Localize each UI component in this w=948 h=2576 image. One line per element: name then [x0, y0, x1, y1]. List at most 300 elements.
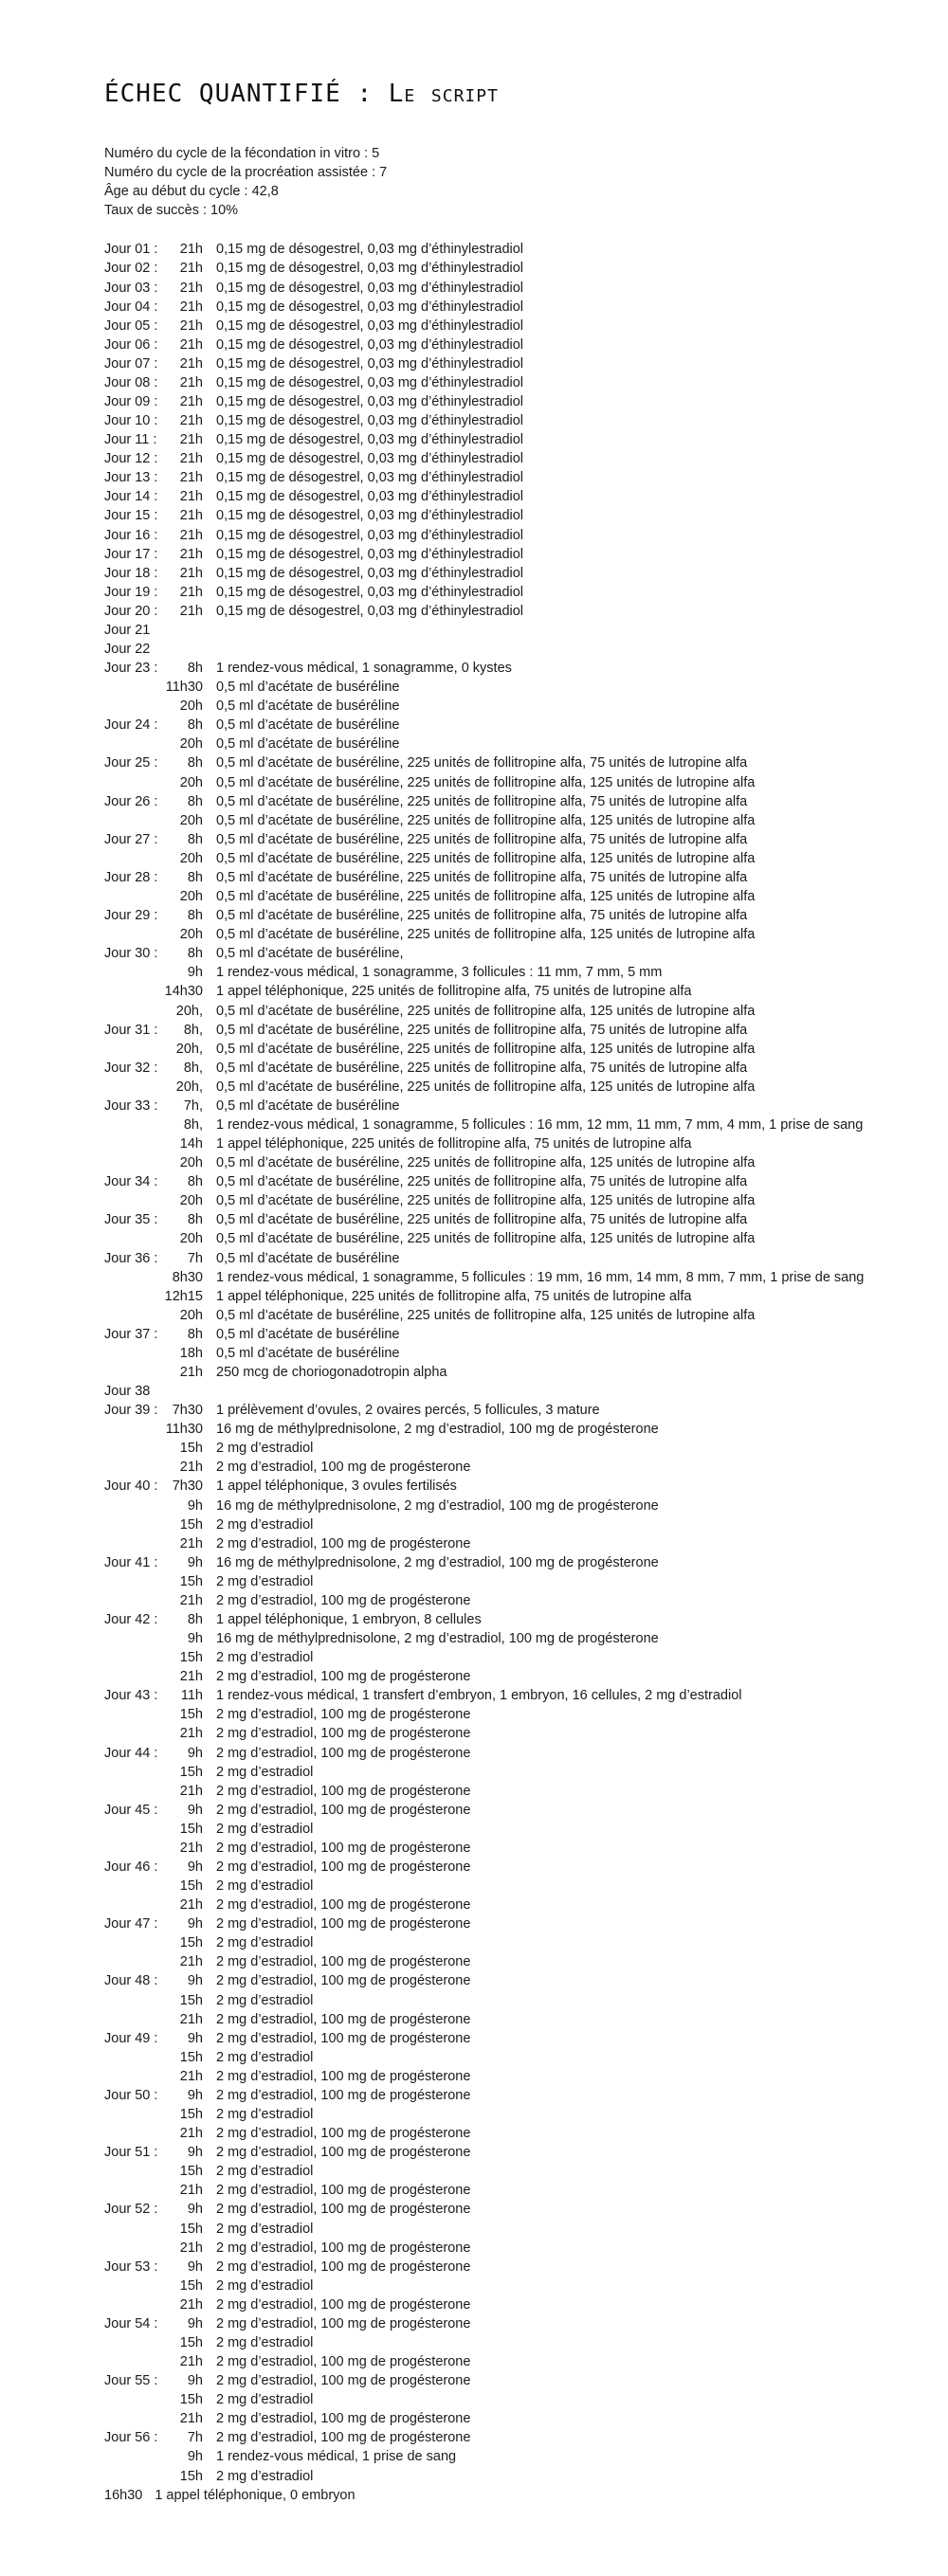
time-label: 15h — [179, 2049, 203, 2065]
schedule-line — [104, 2143, 920, 2162]
time-label: 7h30 — [172, 1403, 203, 1419]
time-label: 9h — [187, 2449, 203, 2465]
schedule-line — [104, 1686, 920, 1705]
schedule-line — [104, 2105, 920, 2124]
schedule-line — [104, 336, 920, 354]
schedule-line — [104, 1325, 920, 1344]
schedule-line — [104, 1021, 920, 1040]
activity-text: 0,5 ml d’acétate de buséréline, 225 unités de follitropine alfa, 125 unités de lutropine alfa — [216, 1003, 756, 1019]
schedule-line — [104, 1877, 920, 1896]
time-label: 15h — [179, 2392, 203, 2408]
activity-text: 0,15 mg de désogestrel, 0,03 mg d’éthinylestradiol — [216, 508, 524, 524]
time-label: 21h — [179, 355, 203, 372]
day-label: Jour 41 : — [104, 1554, 158, 1570]
activity-text: 2 mg d’estradiol, 100 mg de progésterone — [216, 1802, 471, 1818]
time-label: 21h — [179, 374, 203, 390]
schedule-line — [104, 2352, 920, 2371]
time-label: 21h — [179, 394, 203, 409]
schedule-line — [104, 868, 920, 887]
schedule-line — [104, 1363, 920, 1382]
activity-text: 2 mg d’estradiol, 100 mg de progésterone — [216, 2011, 471, 2027]
time-label: 8h — [187, 793, 203, 809]
activity-text: 0,5 ml d’acétate de buséréline — [216, 680, 400, 696]
activity-text: 2 mg d’estradiol, 100 mg de progésterone — [216, 1859, 471, 1876]
schedule-line — [104, 1382, 920, 1401]
schedule-line — [104, 2124, 920, 2143]
schedule-line — [104, 298, 920, 317]
time-label: 20h, — [175, 1003, 203, 1019]
time-label: 21h — [179, 2411, 203, 2427]
schedule-line — [104, 640, 920, 659]
day-label: Jour 23 : — [104, 661, 158, 677]
activity-text: 2 mg d’estradiol, 100 mg de progésterone — [216, 2145, 471, 2161]
day-label: Jour 20 : — [104, 603, 158, 619]
day-label: Jour 04 : — [104, 299, 158, 315]
activity-text: 2 mg d’estradiol, 100 mg de progésterone — [216, 1535, 471, 1551]
time-label: 21h — [179, 336, 203, 353]
day-label: Jour 37 : — [104, 1326, 158, 1342]
schedule-line — [104, 1801, 920, 1820]
day-label: Jour 33 : — [104, 1098, 158, 1114]
time-label: 15h — [179, 1935, 203, 1951]
day-label: Jour 38 — [104, 1384, 151, 1400]
activity-text: 0,15 mg de désogestrel, 0,03 mg d’éthinylestradiol — [216, 565, 524, 581]
activity-text: 0,15 mg de désogestrel, 0,03 mg d’éthinylestradiol — [216, 280, 524, 296]
activity-text: 2 mg d’estradiol — [216, 2049, 314, 2065]
time-label: 8h30 — [172, 1269, 203, 1285]
activity-text: 2 mg d’estradiol, 100 mg de progésterone — [216, 1897, 471, 1914]
schedule-line — [104, 887, 920, 906]
activity-text: 0,5 ml d’acétate de buséréline, 225 unités de follitropine alfa, 75 unités de lutropine alfa — [216, 793, 748, 809]
activity-text: 0,5 ml d’acétate de buséréline — [216, 1326, 400, 1342]
time-label: 8h, — [183, 1116, 203, 1133]
activity-text: 2 mg d’estradiol, 100 mg de progésterone — [216, 1592, 471, 1608]
schedule-line — [104, 1249, 920, 1268]
activity-text: 2 mg d’estradiol — [216, 1650, 314, 1666]
time-label: 15h — [179, 1441, 203, 1457]
schedule-line — [104, 317, 920, 336]
time-label: 15h — [179, 1707, 203, 1723]
schedule-line — [104, 373, 920, 392]
time-label: 8h — [187, 869, 203, 885]
time-label: 15h — [179, 1516, 203, 1533]
time-label: 20h — [179, 774, 203, 790]
activity-text: 2 mg d’estradiol, 100 mg de progésterone — [216, 2068, 471, 2084]
activity-text: 0,15 mg de désogestrel, 0,03 mg d’éthinylestradiol — [216, 242, 524, 258]
activity-text: 1 appel téléphonique, 225 unités de follitropine alfa, 75 unités de lutropine alfa — [216, 1136, 692, 1152]
schedule-line — [104, 2447, 920, 2466]
day-label: Jour 48 : — [104, 1973, 158, 1989]
activity-text: 2 mg d’estradiol — [216, 2334, 314, 2350]
schedule-line — [104, 2181, 920, 2200]
day-label: Jour 21 — [104, 622, 151, 638]
activity-text: 0,5 ml d’acétate de buséréline, 225 unités de follitropine alfa, 125 unités de lutropine alfa — [216, 774, 756, 790]
schedule-line — [104, 1116, 920, 1134]
day-label: Jour 22 — [104, 642, 151, 658]
schedule-line — [104, 1153, 920, 1172]
schedule-line — [104, 1420, 920, 1439]
activity-text: 2 mg d’estradiol, 100 mg de progésterone — [216, 1954, 471, 1970]
activity-text: 0,15 mg de désogestrel, 0,03 mg d’éthinylestradiol — [216, 317, 524, 334]
day-label: Jour 54 : — [104, 2315, 158, 2331]
day-label: Jour 49 : — [104, 2030, 158, 2046]
time-label: 21h — [179, 489, 203, 505]
schedule-line — [104, 392, 920, 411]
time-label: 11h30 — [165, 680, 203, 696]
time-label: 21h — [179, 1840, 203, 1856]
schedule-line — [104, 1724, 920, 1743]
time-label: 21h — [179, 1535, 203, 1551]
schedule-line — [104, 1172, 920, 1191]
activity-text: 2 mg d’estradiol, 100 mg de progésterone — [216, 2411, 471, 2427]
schedule-line — [104, 583, 920, 602]
activity-text: 0,5 ml d’acétate de buséréline, 225 unités de follitropine alfa, 125 unités de lutropine alfa — [216, 1231, 756, 1247]
activity-text: 2 mg d’estradiol, 100 mg de progésterone — [216, 1669, 471, 1685]
activity-text: 0,15 mg de désogestrel, 0,03 mg d’éthinylestradiol — [216, 299, 524, 315]
activity-text: 2 mg d’estradiol, 100 mg de progésterone — [216, 1783, 471, 1799]
activity-text: 2 mg d’estradiol — [216, 2392, 314, 2408]
day-label: Jour 18 : — [104, 565, 158, 581]
schedule-line — [104, 545, 920, 564]
activity-text: 2 mg d’estradiol, 100 mg de progésterone — [216, 1973, 471, 1989]
schedule-line — [104, 2277, 920, 2295]
time-label: 20h — [179, 1307, 203, 1323]
time-label: 8h — [187, 908, 203, 924]
activity-text: 0,5 ml d’acétate de buséréline — [216, 1345, 400, 1361]
time-label: 8h — [187, 1326, 203, 1342]
activity-text: 1 appel téléphonique, 3 ovules fertilisés — [216, 1478, 457, 1495]
day-label: Jour 40 : — [104, 1478, 158, 1495]
schedule-line — [104, 430, 920, 449]
schedule-line — [104, 1744, 920, 1763]
activity-text: 2 mg d’estradiol, 100 mg de progésterone — [216, 2430, 471, 2446]
schedule-line — [104, 1858, 920, 1877]
activity-text: 1 appel téléphonique, 1 embryon, 8 cellules — [216, 1612, 482, 1627]
activity-text: 0,5 ml d’acétate de buséréline — [216, 698, 400, 715]
day-label: Jour 05 : — [104, 317, 158, 334]
activity-text: 2 mg d’estradiol, 100 mg de progésterone — [216, 2030, 471, 2046]
schedule-line — [104, 773, 920, 792]
header-info — [104, 144, 920, 220]
activity-text: 1 appel téléphonique, 0 embryon — [155, 2487, 356, 2503]
day-label: Jour 51 : — [104, 2145, 158, 2161]
schedule-line — [104, 944, 920, 963]
schedule-line — [104, 1268, 920, 1287]
schedule-line — [104, 735, 920, 753]
activity-text: 2 mg d’estradiol — [216, 1821, 314, 1837]
activity-text: 1 rendez-vous médical, 1 transfert d’embryon, 1 embryon, 16 cellules, 2 mg d’estradiol — [216, 1688, 742, 1704]
schedule-line — [104, 2010, 920, 2029]
schedule-line — [104, 1553, 920, 1572]
schedule-line — [104, 2029, 920, 2048]
schedule-line — [104, 2239, 920, 2258]
day-label: Jour 56 : — [104, 2430, 158, 2446]
time-label: 20h — [179, 812, 203, 828]
time-label: 7h30 — [172, 1478, 203, 1495]
schedule-line — [104, 1191, 920, 1210]
schedule-line — [104, 1896, 920, 1914]
activity-text: 0,15 mg de désogestrel, 0,03 mg d’éthinylestradiol — [216, 584, 524, 600]
activity-text: 16 mg de méthylprednisolone, 2 mg d’estradiol, 100 mg de progésterone — [216, 1631, 659, 1647]
schedule-line — [104, 2295, 920, 2314]
time-label: 21h — [179, 2354, 203, 2370]
activity-text: 0,15 mg de désogestrel, 0,03 mg d’éthinylestradiol — [216, 546, 524, 562]
activity-text: 0,15 mg de désogestrel, 0,03 mg d’éthinylestradiol — [216, 261, 524, 277]
time-label: 7h — [187, 2430, 203, 2446]
time-label: 20h — [179, 1193, 203, 1209]
time-label: 21h — [179, 242, 203, 258]
time-label: 21h — [179, 2068, 203, 2084]
time-label: 8h — [187, 661, 203, 677]
day-label: Jour 29 : — [104, 908, 158, 924]
time-label: 9h — [187, 2030, 203, 2046]
schedule-line — [104, 354, 920, 373]
schedule-line — [104, 2086, 920, 2105]
schedule-line — [104, 564, 920, 583]
time-label: 15h — [179, 1573, 203, 1589]
day-label: Jour 09 : — [104, 394, 158, 409]
schedule-line — [104, 1078, 920, 1097]
time-label: 15h — [179, 2277, 203, 2294]
schedule-line — [104, 982, 920, 1001]
schedule-line — [104, 1002, 920, 1021]
schedule-line — [104, 1705, 920, 1724]
time-label: 9h — [187, 1554, 203, 1570]
time-label: 8h — [187, 717, 203, 734]
header-line: Numéro du cycle de la fécondation in vitro : 5 — [104, 146, 380, 161]
time-label: 21h — [179, 451, 203, 467]
schedule-line — [104, 1763, 920, 1782]
schedule-line — [104, 240, 920, 259]
day-label: Jour 31 : — [104, 1022, 158, 1038]
schedule-line — [104, 2048, 920, 2067]
day-label: Jour 47 : — [104, 1916, 158, 1932]
day-label: Jour 39 : — [104, 1403, 158, 1419]
day-label: Jour 01 : — [104, 242, 158, 258]
activity-text: 2 mg d’estradiol — [216, 1441, 314, 1457]
time-label: 21h — [179, 508, 203, 524]
schedule-line — [104, 1820, 920, 1839]
time-label: 9h — [187, 1497, 203, 1514]
time-label: 14h30 — [164, 984, 203, 1000]
schedule-line — [104, 1477, 920, 1496]
day-label: Jour 25 : — [104, 755, 158, 771]
activity-text: 0,5 ml d’acétate de buséréline, 225 unités de follitropine alfa, 75 unités de lutropine alfa — [216, 1022, 748, 1038]
time-label: 21h — [179, 2296, 203, 2313]
time-label: 9h — [187, 1745, 203, 1761]
time-label: 9h — [187, 1973, 203, 1989]
day-label: Jour 53 : — [104, 2259, 158, 2275]
schedule-line — [104, 1210, 920, 1229]
time-label: 18h — [179, 1345, 203, 1361]
header-line: Numéro du cycle de la procréation assistée : 7 — [104, 165, 388, 181]
time-label: 7h, — [183, 1098, 203, 1114]
activity-text: 2 mg d’estradiol, 100 mg de progésterone — [216, 1840, 471, 1856]
time-label: 9h — [187, 2145, 203, 2161]
day-label: Jour 19 : — [104, 584, 158, 600]
activity-text: 0,15 mg de désogestrel, 0,03 mg d’éthinylestradiol — [216, 603, 524, 619]
time-label: 20h — [179, 736, 203, 753]
time-label: 9h — [187, 1916, 203, 1932]
day-label: Jour 43 : — [104, 1688, 158, 1704]
schedule-line — [104, 1306, 920, 1325]
time-label: 15h — [179, 2468, 203, 2484]
time-label: 11h30 — [165, 1422, 203, 1438]
schedule-line — [104, 2467, 920, 2486]
activity-text: 0,15 mg de désogestrel, 0,03 mg d’éthinylestradiol — [216, 527, 524, 543]
day-label: Jour 14 : — [104, 489, 158, 505]
time-label: 11h — [180, 1688, 203, 1704]
activity-text: 2 mg d’estradiol, 100 mg de progésterone — [216, 2315, 471, 2331]
schedule-line — [104, 2486, 920, 2505]
schedule-line — [104, 1515, 920, 1534]
schedule-line — [104, 2200, 920, 2219]
schedule-line — [104, 716, 920, 735]
activity-text: 0,15 mg de désogestrel, 0,03 mg d’éthinylestradiol — [216, 470, 524, 486]
time-label: 21h — [179, 261, 203, 277]
time-label: 15h — [179, 1650, 203, 1666]
day-label: Jour 52 : — [104, 2202, 158, 2218]
day-label: Jour 36 : — [104, 1250, 158, 1266]
activity-text: 2 mg d’estradiol — [216, 2468, 314, 2484]
activity-text: 0,5 ml d’acétate de buséréline, 225 unités de follitropine alfa, 125 unités de lutropine alfa — [216, 927, 756, 943]
schedule-line — [104, 506, 920, 525]
activity-text: 2 mg d’estradiol, 100 mg de progésterone — [216, 2126, 471, 2142]
activity-text: 1 rendez-vous médical, 1 prise de sang — [216, 2449, 457, 2465]
schedule-line — [104, 2390, 920, 2409]
day-label: Jour 26 : — [104, 793, 158, 809]
activity-text: 0,5 ml d’acétate de buséréline, 225 unités de follitropine alfa, 125 unités de lutropine alfa — [216, 1307, 756, 1323]
activity-text: 1 rendez-vous médical, 1 sonagramme, 5 follicules : 19 mm, 16 mm, 14 mm, 8 mm, 7 mm, 1 prise de sang — [216, 1269, 865, 1285]
activity-text: 2 mg d’estradiol, 100 mg de progésterone — [216, 2087, 471, 2103]
day-label: Jour 27 : — [104, 831, 158, 847]
schedule-line — [104, 1629, 920, 1648]
time-label: 20h — [179, 927, 203, 943]
schedule-line — [104, 2258, 920, 2277]
schedule-line — [104, 1839, 920, 1858]
activity-text: 0,5 ml d’acétate de buséréline, 225 unités de follitropine alfa, 75 unités de lutropine alfa — [216, 831, 748, 847]
schedule-line — [104, 1991, 920, 2010]
activity-text: 16 mg de méthylprednisolone, 2 mg d’estradiol, 100 mg de progésterone — [216, 1554, 659, 1570]
time-label: 21h — [179, 432, 203, 448]
schedule-line — [104, 963, 920, 982]
time-label: 15h — [179, 1878, 203, 1895]
time-label: 8h — [187, 755, 203, 771]
schedule-line — [104, 621, 920, 640]
time-label: 9h — [187, 2315, 203, 2331]
activity-text: 2 mg d’estradiol — [216, 1935, 314, 1951]
time-label: 21h — [179, 1726, 203, 1742]
activity-text: 0,5 ml d’acétate de buséréline, 225 unités de follitropine alfa, 125 unités de lutropine alfa — [216, 1041, 756, 1057]
schedule-line — [104, 2428, 920, 2447]
day-label: Jour 02 : — [104, 261, 158, 277]
activity-text: 250 mcg de choriogonadotropin alpha — [216, 1364, 447, 1380]
activity-text: 2 mg d’estradiol, 100 mg de progésterone — [216, 2259, 471, 2275]
day-label: Jour 46 : — [104, 1859, 158, 1876]
activity-text: 2 mg d’estradiol, 100 mg de progésterone — [216, 1745, 471, 1761]
schedule-line — [104, 1497, 920, 1515]
time-label: 20h, — [175, 1079, 203, 1095]
day-label: Jour 30 : — [104, 946, 158, 962]
activity-text: 2 mg d’estradiol — [216, 1764, 314, 1780]
day-label: Jour 24 : — [104, 717, 158, 734]
schedule-line — [104, 449, 920, 468]
day-label: Jour 42 : — [104, 1612, 158, 1627]
time-label: 21h — [179, 2240, 203, 2256]
time-label: 9h — [187, 1802, 203, 1818]
time-label: 9h — [187, 1631, 203, 1647]
time-label: 9h — [187, 2202, 203, 2218]
schedule-line — [104, 2333, 920, 2352]
time-label: 21h — [179, 584, 203, 600]
schedule-line — [104, 1591, 920, 1610]
activity-text: 0,5 ml d’acétate de buséréline, — [216, 946, 404, 962]
time-label: 21h — [179, 2011, 203, 2027]
activity-text: 0,5 ml d’acétate de buséréline, 225 unités de follitropine alfa, 125 unités de lutropine alfa — [216, 1079, 756, 1095]
time-label: 15h — [179, 2334, 203, 2350]
time-label: 9h — [187, 1859, 203, 1876]
time-label: 20h — [179, 850, 203, 866]
time-label: 21h — [179, 546, 203, 562]
day-label: Jour 55 : — [104, 2373, 158, 2389]
schedule-line — [104, 259, 920, 278]
schedule-line — [104, 1971, 920, 1990]
time-label: 21h — [179, 413, 203, 429]
day-label: Jour 06 : — [104, 336, 158, 353]
activity-text: 2 mg d’estradiol — [216, 1992, 314, 2008]
time-label: 21h — [179, 565, 203, 581]
schedule-line — [104, 1914, 920, 1933]
activity-text: 2 mg d’estradiol — [216, 1573, 314, 1589]
day-label: Jour 15 : — [104, 508, 158, 524]
activity-text: 1 rendez-vous médical, 1 sonagramme, 5 follicules : 16 mm, 12 mm, 11 mm, 7 mm, 4 mm, 1 prise de sang — [216, 1116, 864, 1133]
schedule-line — [104, 849, 920, 868]
time-label: 21h — [179, 1897, 203, 1914]
day-label: Jour 12 : — [104, 451, 158, 467]
activity-text: 0,5 ml d’acétate de buséréline, 225 unités de follitropine alfa, 75 unités de lutropine alfa — [216, 869, 748, 885]
time-label: 8h — [187, 946, 203, 962]
schedule-line — [104, 1134, 920, 1153]
activity-text: 0,15 mg de désogestrel, 0,03 mg d’éthinylestradiol — [216, 374, 524, 390]
schedule-line — [104, 906, 920, 925]
time-label: 8h, — [183, 1022, 203, 1038]
time-label: 15h — [179, 1992, 203, 2008]
time-label: 21h — [179, 1364, 203, 1380]
activity-text: 0,15 mg de désogestrel, 0,03 mg d’éthinylestradiol — [216, 394, 524, 409]
activity-text: 0,5 ml d’acétate de buséréline, 225 unités de follitropine alfa, 125 unités de lutropine alfa — [216, 1193, 756, 1209]
schedule-line — [104, 1782, 920, 1801]
day-label: Jour 10 : — [104, 413, 158, 429]
time-label: 14h — [179, 1136, 203, 1152]
time-label: 20h, — [175, 1041, 203, 1057]
time-label: 21h — [179, 2126, 203, 2142]
schedule-line — [104, 2162, 920, 2181]
time-label: 8h — [187, 1612, 203, 1627]
activity-text: 0,5 ml d’acétate de buséréline — [216, 1098, 400, 1114]
activity-text: 0,5 ml d’acétate de buséréline, 225 unités de follitropine alfa, 125 unités de lutropine alfa — [216, 889, 756, 905]
activity-text: 16 mg de méthylprednisolone, 2 mg d’estradiol, 100 mg de progésterone — [216, 1422, 659, 1438]
time-label: 20h — [179, 698, 203, 715]
time-label: 21h — [179, 2183, 203, 2199]
activity-text: 2 mg d’estradiol, 100 mg de progésterone — [216, 2202, 471, 2218]
time-label: 21h — [179, 280, 203, 296]
activity-text: 2 mg d’estradiol, 100 mg de progésterone — [216, 2373, 471, 2389]
activity-text: 0,15 mg de désogestrel, 0,03 mg d’éthinylestradiol — [216, 432, 524, 448]
activity-text: 0,15 mg de désogestrel, 0,03 mg d’éthinylestradiol — [216, 489, 524, 505]
schedule-line — [104, 1933, 920, 1952]
schedule — [104, 240, 920, 2504]
time-label: 21h — [179, 470, 203, 486]
